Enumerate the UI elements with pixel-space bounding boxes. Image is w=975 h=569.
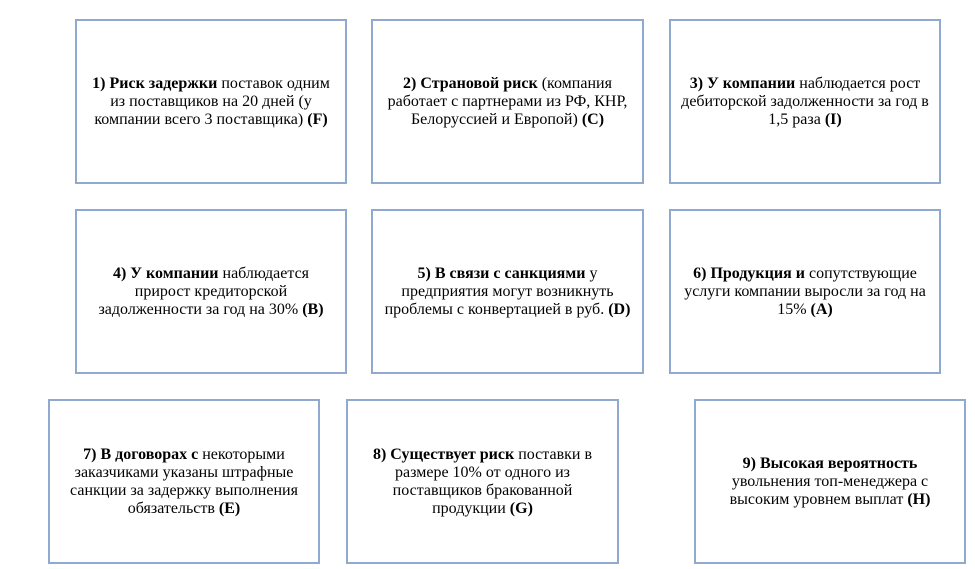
risk-card-9: [694, 399, 966, 564]
risk-card-text: наблюдается прирост кредиторской задолженности за год на 30%: [98, 264, 310, 318]
risk-card-title: 6) Продукция и: [693, 264, 805, 282]
risk-card-title: 7) В договорах с: [83, 445, 199, 463]
risk-card-4: [75, 209, 347, 374]
risk-card-title: 3) У компании: [689, 74, 796, 92]
risk-card-code: (H): [907, 490, 931, 508]
risk-card-5: [371, 209, 644, 374]
risk-card-code: (E): [218, 499, 241, 517]
risk-card-code: (I): [824, 110, 842, 128]
risk-card-code: (D): [608, 300, 631, 318]
risk-card-code: (B): [302, 300, 324, 318]
risk-card-title: 1) Риск задержки: [92, 74, 218, 92]
risk-card-title: 5) В связи с санкциями: [417, 264, 586, 282]
risk-card-title: 8) Существует риск: [372, 445, 515, 463]
risk-card-text: некоторыми заказчиками указаны штрафные санкции за задержку выполнения обязательств: [70, 445, 298, 517]
risk-card-code: (C): [581, 110, 605, 128]
risk-card-title: 2) Страновой риск: [403, 74, 538, 92]
risk-card-code: (F): [307, 110, 328, 128]
risk-card-title: 4) У компании: [112, 264, 219, 282]
risk-card-title: 9) Высокая вероятность: [742, 454, 918, 472]
risk-card-3: [669, 19, 941, 184]
risk-card-text: сопутствующие услуги компании выросли за год на 15%: [684, 264, 926, 318]
risk-card-text: поставок одним из поставщиков на 20 дней (у компании всего 3 поставщика): [94, 74, 330, 128]
risk-card-code: (G): [509, 499, 533, 517]
risk-card-7: [48, 399, 320, 564]
risk-card-8: [346, 399, 619, 564]
risk-card-code: (A): [810, 300, 833, 318]
risk-card-text: наблюдается рост дебиторской задолженности за год в 1,5 раза: [681, 74, 929, 128]
risk-card-text: у предприятия могут возникнуть проблемы с конвертацией в руб.: [384, 264, 614, 318]
risk-card-text: увольнения топ-менеджера с высоким уровнем выплат: [729, 472, 929, 508]
risk-card-text: (компания работает с партнерами из РФ, КНР, Белоруссией и Европой): [387, 74, 628, 128]
risk-card-1: [75, 19, 347, 184]
risk-card-text: поставки в размере 10% от одного из поставщиков бракованной продукции: [392, 445, 593, 517]
risk-card-6: [669, 209, 941, 374]
risk-card-2: [371, 19, 644, 184]
